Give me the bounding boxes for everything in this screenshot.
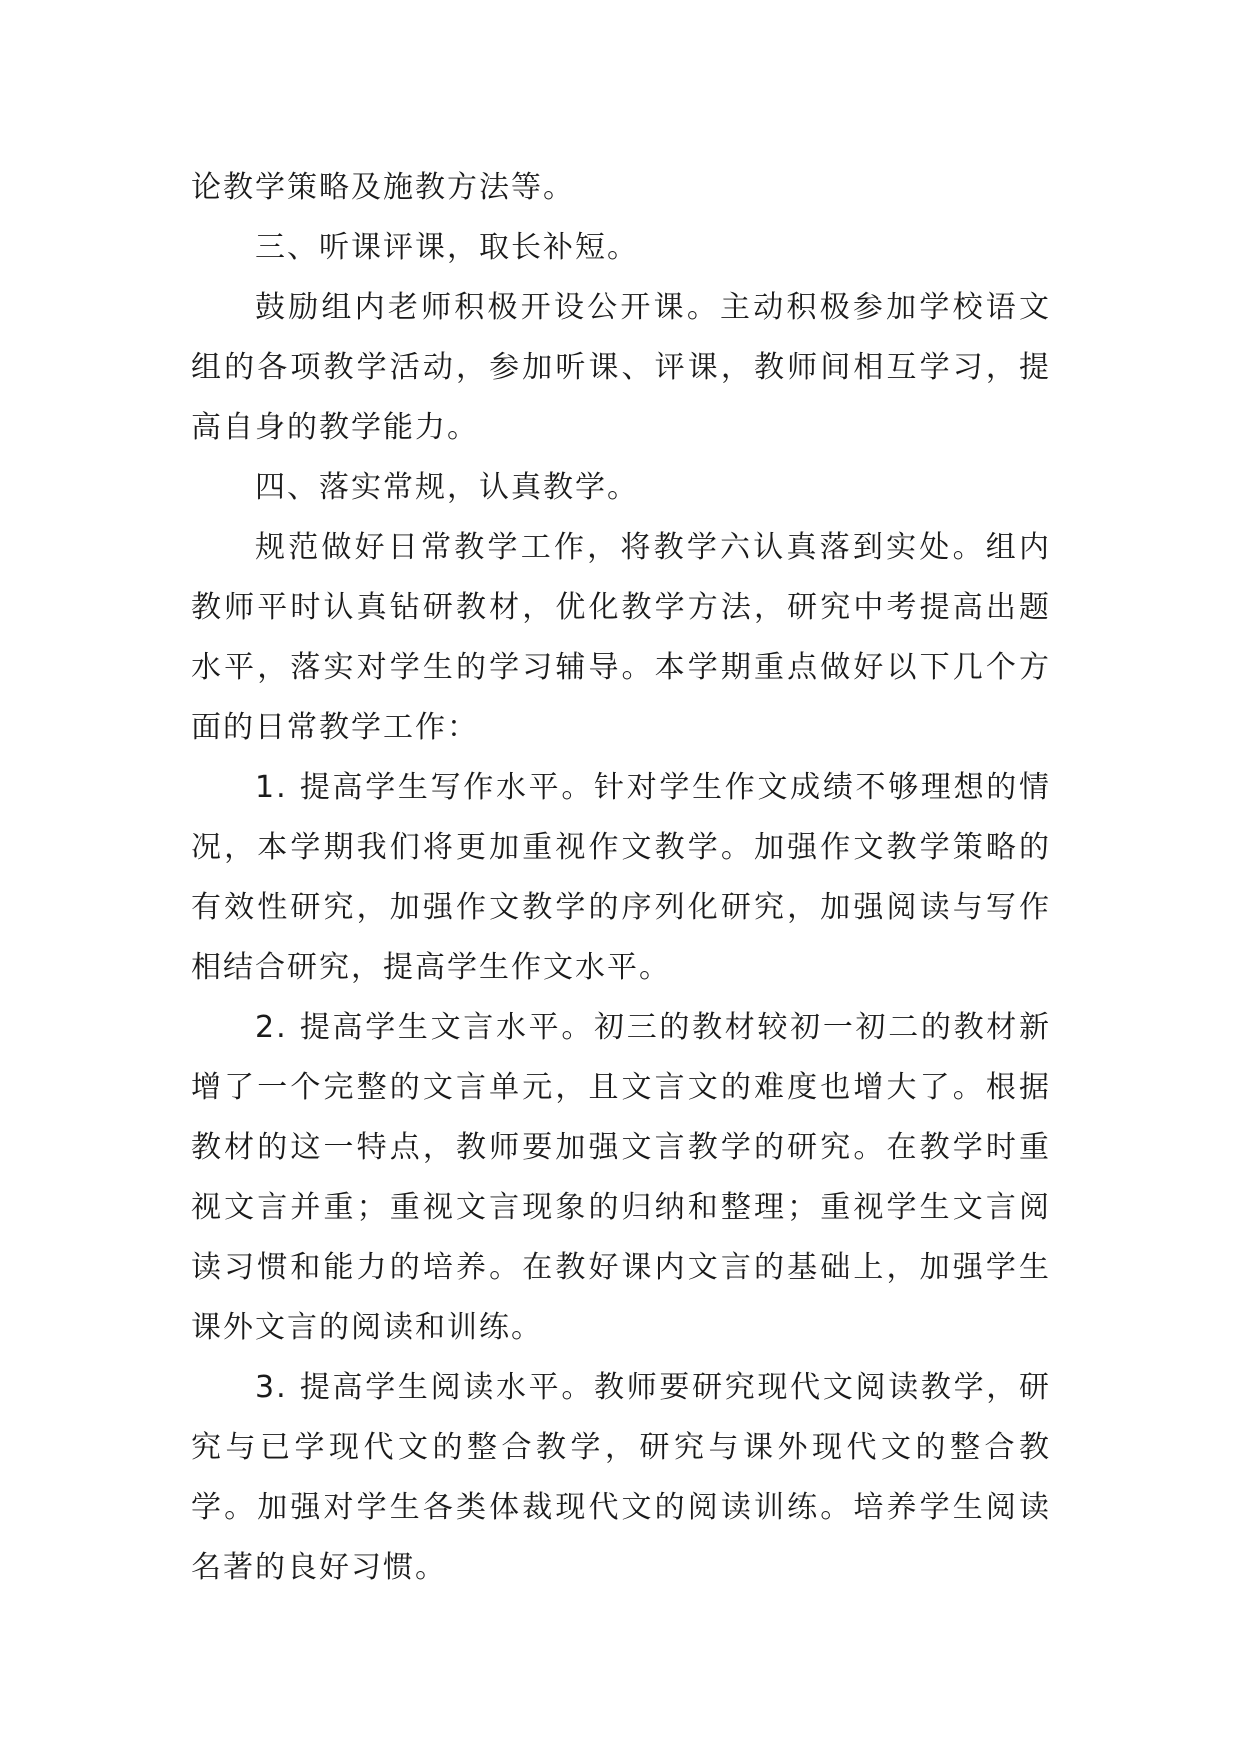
list-item-2: 2. 提高学生文言水平。初三的教材较初一初二的教材新增了一个完整的文言单元，且文言文的难度也增大了。根据教材的这一特点，教师要加强文言教学的研究。在教学时重视文言并重；重视文言现象的归纳和整理；重视学生文言阅读习惯和能力的培养。在教好课内文言的基础上，加强学生课外文言的阅读和训练。 [191,1010,1051,1345]
list-item-1: 1. 提高学生写作水平。针对学生作文成绩不够理想的情况，本学期我们将更加重视作文教学。加强作文教学策略的有效性研究，加强作文教学的序列化研究，加强阅读与写作相结合研究，提高学生作文水平。 [191,770,1051,985]
section-heading-3: 三、听课评课，取长补短。 [255,230,639,265]
document-body [191,158,1051,1598]
list-item-3: 3. 提高学生阅读水平。教师要研究现代文阅读教学，研究与已学现代文的整合教学，研究与课外现代文的整合教学。加强对学生各类体裁现代文的阅读训练。培养学生阅读名著的良好习惯。 [191,1370,1051,1585]
paragraph-1: 论教学策略及施教方法等。 [191,170,575,205]
paragraph-3: 鼓励组内老师积极开设公开课。主动积极参加学校语文组的各项教学活动，参加听课、评课，教师间相互学习，提高自身的教学能力。 [191,290,1051,445]
section-heading-4: 四、落实常规，认真教学。 [255,470,639,505]
paragraph-5: 规范做好日常教学工作，将教学六认真落到实处。组内教师平时认真钻研教材，优化教学方法，研究中考提高出题水平，落实对学生的学习辅导。本学期重点做好以下几个方面的日常教学工作： [191,530,1051,745]
